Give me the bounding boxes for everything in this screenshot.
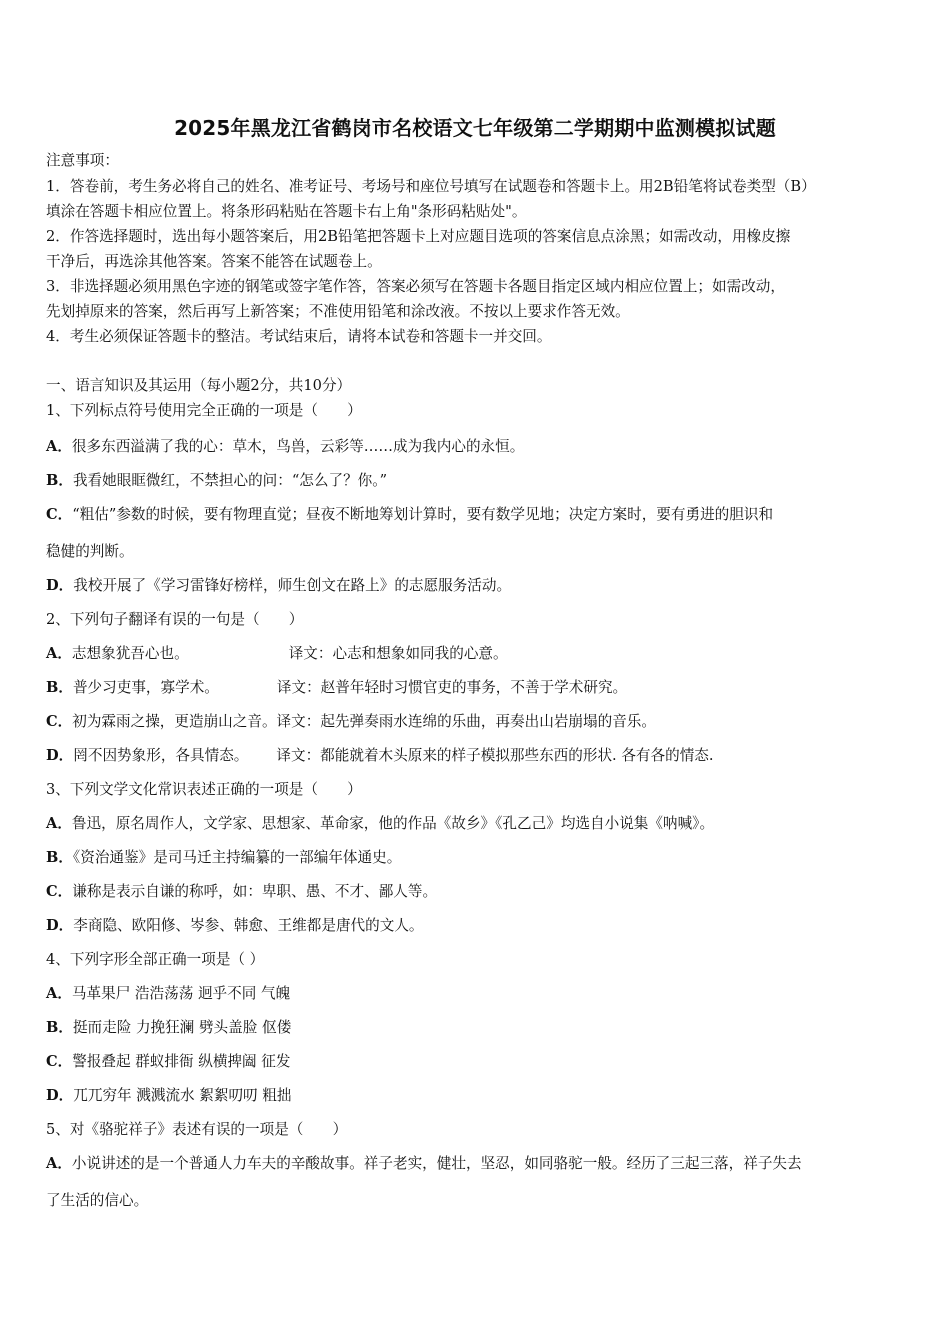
option-translation: 译文：起先弹奏雨水连绵的乐曲，再奏出山岩崩塌的音乐。 xyxy=(276,713,656,730)
option-text: 志想象犹吾心也。 xyxy=(71,645,189,662)
section-heading: 一、语言知识及其运用（每小题2分，共10分） xyxy=(46,377,352,394)
q1-option-c xyxy=(46,505,773,525)
option-text: 普少习吏事，寡学术。 xyxy=(72,679,219,696)
q3-option-c xyxy=(46,882,437,902)
option-text: 警报叠起 群蚁排衙 纵横捭阖 征发 xyxy=(72,1053,291,1070)
q3-option-a xyxy=(46,814,714,834)
option-key: D． xyxy=(46,577,74,594)
option-key: A． xyxy=(46,645,72,662)
option-text: 鲁迅，原名周作人，文学家、思想家、革命家，他的作品《故乡》《孔乙己》均选自小说集《呐喊》。 xyxy=(71,815,715,832)
q1-option-a xyxy=(46,437,524,457)
q4-option-b xyxy=(46,1018,291,1038)
question-stem-3: 3、下列文学文化常识表述正确的一项是（ ） xyxy=(46,781,362,798)
option-key: C． xyxy=(46,506,73,523)
option-translation: 译文：心志和想象如同我的心意。 xyxy=(288,645,508,662)
option-translation: 译文：都能就着木头原来的样子模拟那些东西的形状. 各有各的情态. xyxy=(276,747,714,764)
option-translation: 译文：赵普年轻时习惯官吏的事务，不善于学术研究。 xyxy=(276,679,628,696)
q1-option-d xyxy=(46,576,511,596)
option-key: D． xyxy=(46,747,74,764)
option-key: A． xyxy=(46,438,72,455)
notice-line: 1．答卷前，考生务必将自己的姓名、准考证号、考场号和座位号填写在试题卷和答题卡上。用2B铅笔将试卷类型（B） xyxy=(46,178,816,195)
option-key: A． xyxy=(46,815,72,832)
q3-option-d xyxy=(46,916,424,936)
option-key: A． xyxy=(46,1155,72,1172)
option-text: 很多东西溢满了我的心：草木，鸟兽，云彩等……成为我内心的永恒。 xyxy=(71,438,525,455)
notice-line: 4．考生必须保证答题卡的整洁。考试结束后，请将本试卷和答题卡一并交回。 xyxy=(46,328,552,345)
option-key: B． xyxy=(46,849,73,866)
notice-line: 先划掉原来的答案，然后再写上新答案；不准使用铅笔和涂改液。不按以上要求作答无效。 xyxy=(46,303,630,320)
q4-option-c xyxy=(46,1052,290,1072)
q5-option-a-cont: 了生活的信心。 xyxy=(46,1192,149,1209)
option-text: 马革果尸 浩浩荡荡 迥乎不同 气魄 xyxy=(71,985,291,1002)
notice-heading: 注意事项： xyxy=(46,152,119,169)
option-text: “粗估”参数的时候，要有物理直觉；昼夜不断地筹划计算时，要有数学见地；决定方案时，要有勇进的胆识和 xyxy=(72,506,774,523)
q2-option-a xyxy=(46,644,508,664)
q5-option-a xyxy=(46,1154,802,1174)
option-text: 罔不因势象形，各具情态。 xyxy=(73,747,249,764)
q1-option-b xyxy=(46,471,387,491)
option-key: D． xyxy=(46,1087,74,1104)
notice-line: 3．非选择题必须用黑色字迹的钢笔或签字笔作答，答案必须写在答题卡各题目指定区域内相应位置上；如需改动， xyxy=(46,278,785,295)
option-text: 我校开展了《学习雷锋好榜样，师生创文在路上》的志愿服务活动。 xyxy=(73,577,512,594)
question-stem-5: 5、对《骆驼祥子》表述有误的一项是（ ） xyxy=(46,1121,348,1138)
option-text: 《资治通鉴》是司马迁主持编纂的一部编年体通史。 xyxy=(72,849,402,866)
option-key: B． xyxy=(46,472,73,489)
question-stem-2: 2、下列句子翻译有误的一句是（ ） xyxy=(46,611,304,628)
option-key: C． xyxy=(46,713,73,730)
option-text: 初为霖雨之操，更造崩山之音。 xyxy=(72,713,277,730)
option-key: C． xyxy=(46,883,73,900)
page-title: 2025年黑龙江省鹤岗市名校语文七年级第二学期期中监测模拟试题 xyxy=(174,116,776,140)
option-text: 李商隐、欧阳修、岑参、韩愈、王维都是唐代的文人。 xyxy=(73,917,424,934)
question-stem-1: 1、下列标点符号使用完全正确的一项是（ ） xyxy=(46,402,362,419)
option-text: 我看她眼眶微红，不禁担心的问：“怎么了？你。” xyxy=(72,472,388,489)
option-key: A． xyxy=(46,985,72,1002)
option-text: 挺而走险 力挽狂澜 劈头盖脸 伛偻 xyxy=(72,1019,292,1036)
option-text: 兀兀穷年 溅溅流水 絮絮叨叨 粗拙 xyxy=(73,1087,292,1104)
notice-line: 2．作答选择题时，选出每小题答案后，用2B铅笔把答题卡上对应题目选项的答案信息点涂黑；如需改动，用橡皮擦 xyxy=(46,228,791,245)
q2-option-d xyxy=(46,746,714,766)
q4-option-d xyxy=(46,1086,291,1106)
q3-option-b xyxy=(46,848,401,868)
notice-line: 干净后，再选涂其他答案。答案不能答在试题卷上。 xyxy=(46,253,382,270)
option-key: C． xyxy=(46,1053,73,1070)
option-key: B． xyxy=(46,679,73,696)
q4-option-a xyxy=(46,984,290,1004)
notice-line: 填涂在答题卡相应位置上。将条形码粘贴在答题卡右上角"条形码粘贴处"。 xyxy=(46,203,527,220)
option-key: B． xyxy=(46,1019,73,1036)
option-key: D． xyxy=(46,917,74,934)
question-stem-4: 4、下列字形全部正确一项是（ ） xyxy=(46,951,265,968)
q2-option-b xyxy=(46,678,627,698)
q2-option-c xyxy=(46,712,656,732)
q1-option-c-cont: 稳健的判断。 xyxy=(46,543,134,560)
option-text: 谦称是表示自谦的称呼，如：卑职、愚、不才、鄙人等。 xyxy=(72,883,438,900)
option-text: 小说讲述的是一个普通人力车夫的辛酸故事。祥子老实，健壮，坚忍，如同骆驼一般。经历了三起三落，祥子失去 xyxy=(71,1155,802,1172)
